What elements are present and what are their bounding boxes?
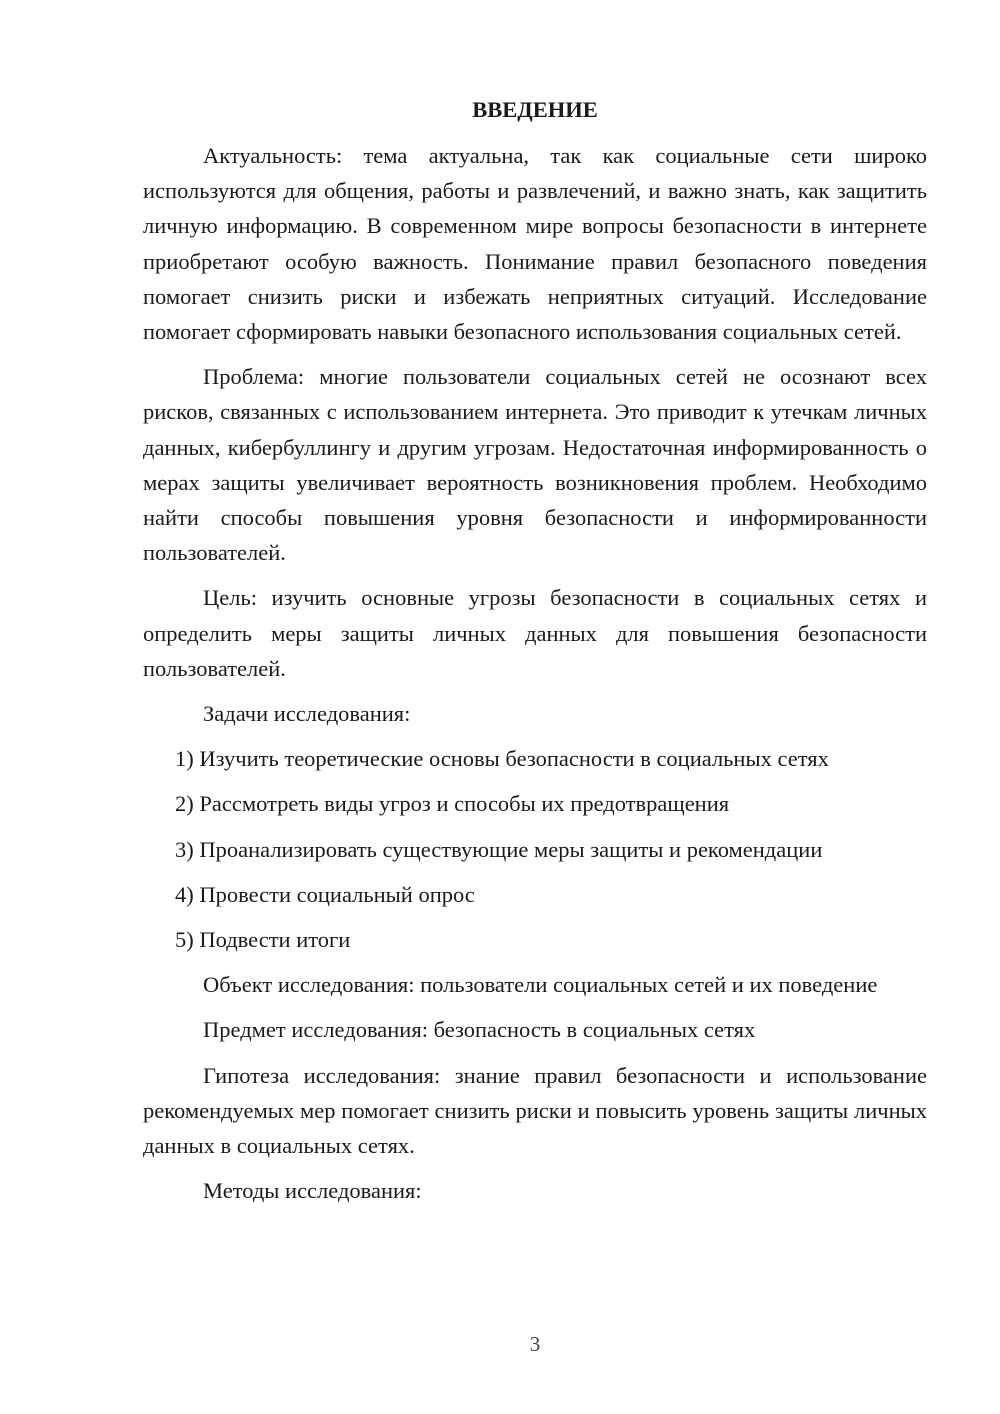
object-paragraph: Объект исследования: пользователи социальных сетей и их поведение bbox=[203, 972, 878, 998]
subject-paragraph: Предмет исследования: безопасность в социальных сетях bbox=[203, 1017, 756, 1043]
task-item-5: 5) Подвести итоги bbox=[175, 927, 351, 953]
document-page bbox=[143, 92, 927, 1218]
task-item-3: 3) Проанализировать существующие меры защиты и рекомендации bbox=[175, 836, 823, 862]
problem-paragraph: Проблема: многие пользователи социальных сетей не осознают всех рисков, связанных с использованием интернета. Это приводит к утечкам личных данных, кибербуллингу и другим угрозам. Недостаточная информированность о мерах защиты увеличивает вероятность возникновения проблем. Необходимо найти способы повышения уровня безопасности и информированности пользователей. bbox=[143, 364, 927, 566]
task-item-1: 1) Изучить теоретические основы безопасности в социальных сетях bbox=[175, 746, 829, 772]
task-item-4: 4) Провести социальный опрос bbox=[175, 881, 475, 907]
hypothesis-paragraph: Гипотеза исследования: знание правил безопасности и использование рекомендуемых мер помогает снизить риски и повысить уровень защиты личных данных в социальных сетях. bbox=[143, 1062, 927, 1159]
tasks-heading: Задачи исследования: bbox=[203, 701, 411, 727]
goal-paragraph: Цель: изучить основные угрозы безопасности в социальных сетях и определить меры защиты личных данных для повышения безопасности пользователей. bbox=[143, 585, 927, 681]
relevance-paragraph: Актуальность: тема актуальна, так как социальные сети широко используются для общения, работы и развлечений, и важно знать, как защитить личную информацию. В современном мире вопросы безопасности в интернете приобретают особую важность. Понимание правил безопасного поведения помогает снизить риски и избежать неприятных ситуаций. Исследование помогает сформировать навыки безопасного использования социальных сетей. bbox=[143, 143, 927, 345]
page-number: 3 bbox=[529, 1332, 541, 1356]
methods-heading: Методы исследования: bbox=[203, 1178, 422, 1204]
page-title: ВВЕДЕНИЕ bbox=[472, 97, 598, 122]
task-item-2: 2) Рассмотреть виды угроз и способы их предотвращения bbox=[175, 791, 730, 817]
